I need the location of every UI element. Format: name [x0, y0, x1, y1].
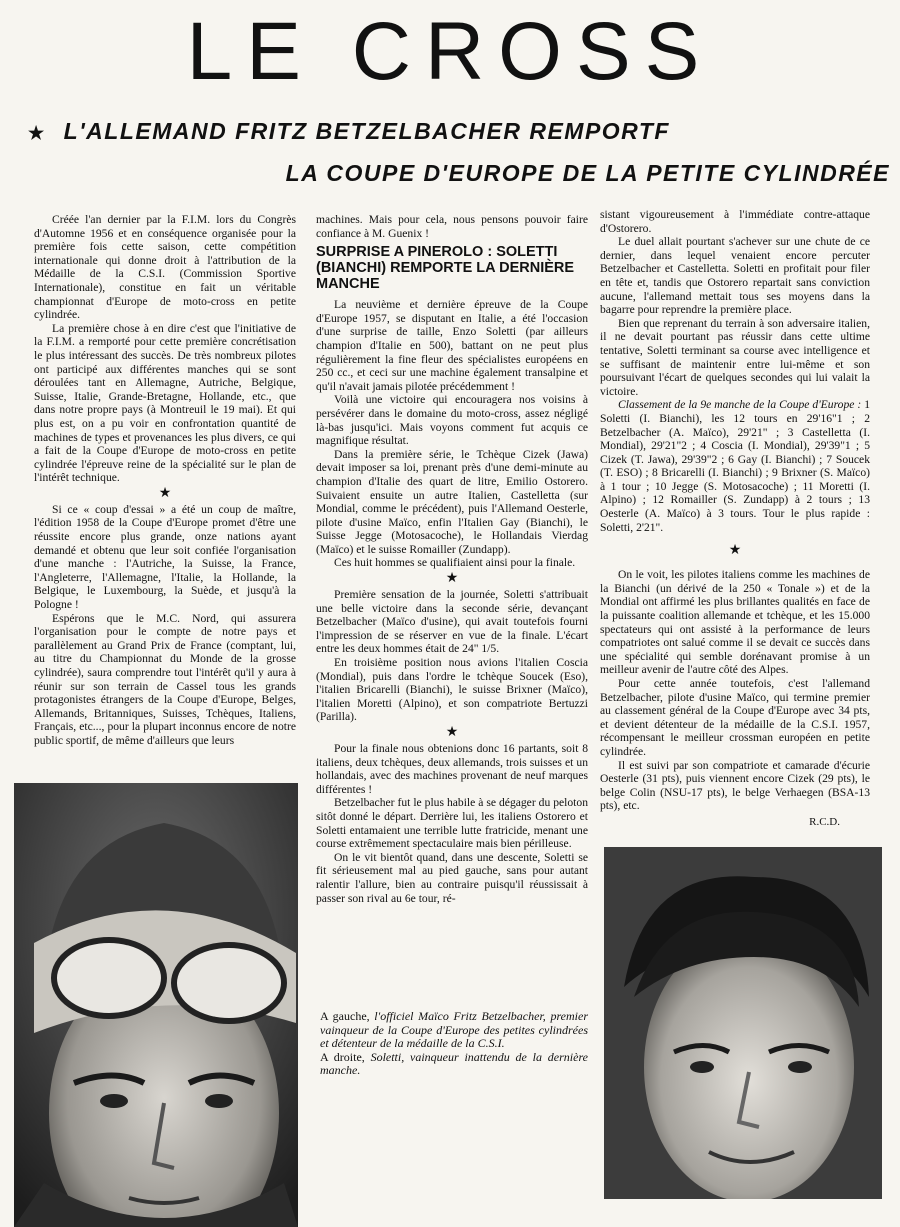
paragraph: Le duel allait pourtant s'achever sur une chute de ce dernier, dans lequel venaient encore percuter Betzelbacher et Castelletta. Soletti en profitait pour filer en tête et, tandis que Ostorero repartait sans conviction aucune, l'allemand mettait tous ses moyens dans la bagarre pour reprendre la première place. [600, 235, 870, 317]
results-label: Classement de la 9e manche de la Coupe d'Europe : [618, 398, 862, 412]
paragraph: Ces huit hommes se qualifiaient ainsi pour la finale. [334, 556, 576, 570]
paragraph: On le voit, les pilotes italiens comme les machines de la Bianchi (un dérivé de la 250 « Tonale ») et de la Mondial ont affirmé les plus brillantes qualités en face de la puissante coalition allemande et tchèque, et les 15.000 spectateurs qui ont assisté à la performance de leurs compatriotes ont salué comme il se devait ce succès dans une spécialité qui semble dorénavant promise à un meilleur avenir de l'autre côté des Alpes. [600, 568, 870, 677]
paragraph: Voilà une victoire qui encouragera nos voisins à persévérer dans le domaine du moto-cross, assez négligé là-bas jusqu'ici. Mais voyons comment fut acquis ce magnifique résultat. [316, 393, 588, 448]
rider-portrait-image [604, 847, 882, 1199]
paragraph: Si ce « coup d'essai » a été un coup de maître, l'édition 1958 de la Coupe d'Europe promet d'être une réussite encore plus grande, onze nations ayant demandé et obtenu que leur soit confiée l'organisation d'une manche : l'Autriche, la Suisse, la France, l'Angleterre, l'Allemagne, l'Italie, la Hollande, la Belgique, le Luxembourg, la Suède, et jusqu'à la Pologne ! [34, 502, 296, 612]
caption-right-text: Soletti, vainqueur inattendu de la dernière manche. [320, 1049, 588, 1078]
star-icon: ★ [445, 571, 459, 587]
photo-caption [320, 1010, 588, 1078]
star-icon: ★ [445, 725, 459, 740]
article-column-2 [316, 213, 588, 905]
paragraph: Créée l'an dernier par la F.I.M. lors du Congrès d'Automne 1956 et en conséquence organisée pour la première fois cette saison, cette compétition internationale qui donne droit à l'attribution de la Médaille de la C.S.I. (Commission Sportive Internationale), constitue en fait un véritable championnat d'Europe de moto-cross en petite cylindrée. [34, 213, 296, 322]
photo-soletti [604, 847, 882, 1199]
headline-text-1: L'ALLEMAND FRITZ BETZELBACHER REMPORTF [63, 118, 670, 144]
author-signature: R.C.D. [809, 815, 840, 828]
caption-left-text: l'officiel Maïco Fritz Betzelbacher, premier vainqueur de la Coupe d'Europe des petites cylindrées et détenteur de la médaille de la C.S.I. [320, 1009, 588, 1051]
photo-betzelbacher [14, 783, 298, 1227]
paragraph: La neuvième et dernière épreuve de la Coupe d'Europe 1957, se disputant en Italie, a été l'occasion d'une surprise de taille, Enzo Soletti (par ailleurs champion d'Italie en 500), battant on ne peut plus régulièrement la fine fleur des spécialistes européens en 250 cc., et ceci sur une machine également transalpine et qu'il n'avait jamais pilotée précédemment ! [316, 298, 588, 393]
section-subheading: SURPRISE A PINEROLO : SOLETTI (BIANCHI) REMPORTE LA DERNIÈRE MANCHE [316, 244, 575, 293]
caption-left-prefix: A gauche, [320, 1009, 375, 1023]
paragraph: Bien que reprenant du terrain à son adversaire italien, il ne devait pourtant pas réussir dans cette ultime tentative, Soletti terminant sa course avec intelligence et se suffisant de maintenir entre lui-même et son poursuivant l'écart de quelques secondes qui lui valait la victoire. [600, 316, 870, 398]
paragraph: Pour la finale nous obtenions donc 16 partants, soit 8 italiens, deux tchèques, deux allemands, trois suisses et un hollandais, avec des machines provenant de neuf marques différentes ! [316, 742, 588, 796]
paragraph: Il est suivi par son compatriote et camarade d'écurie Oesterle (31 pts), puis viennent encore Cizek (29 pts), le belge Colin (NSU-17 pts), le belge Verhaegen (BSA-13 pts), etc. [600, 758, 870, 813]
article-column-1 [34, 213, 296, 748]
caption-right [320, 1051, 588, 1078]
headline-line-1 [28, 118, 888, 145]
paragraph: Dans la première série, le Tchèque Cizek (Jawa) devait imposer sa loi, prenant près d'une demi-minute au champion d'Italie des quart de litre, Emilio Ostorero. Suivaient ensuite un autre Italien, Castelletta (sur Mondial, comme le précédent), puis l'Allemand Oesterle, pilote d'usine Maïco, enfin l'Italien Gay (Bianchi), le Suisse Jegge (Motosacoche), le Hollandais Vierdag (Maïco) et le suisse Romailler (Zundapp). [316, 447, 588, 556]
star-icon: ★ [158, 485, 172, 501]
rider-portrait-image [14, 783, 298, 1227]
caption-left [320, 1010, 588, 1051]
paragraph: On le vit bientôt quand, dans une descente, Soletti se fit sérieusement mal au pied gauche, sans pour autant ralentir l'allure, bien au contraire puisqu'il réussissait à passer son rival au 6e tour, ré- [316, 850, 588, 905]
paragraph: machines. Mais pour cela, nous pensons pouvoir faire confiance à M. Guenix ! [316, 213, 588, 240]
paragraph: Espérons que le M.C. Nord, qui assurera l'organisation pour le compte de notre pays et parallèlement au Grand Prix de France (comptant, lui, au titre du Championnat du Monde de la grosse cylindrée), saura comprendre tout l'intérêt qu'il y aura à réunir sur son terrain de Cassel tous les grands protagonistes étrangers de la Coupe d'Europe, Belges, Allemands, Britanniques, Suisses, Tchèques, Italiens, Français, etc..., pour la plupart inconnus encore de notre public sportif, de même d'ailleurs que leurs [34, 611, 296, 747]
paragraph: La première chose à en dire c'est que l'initiative de la F.I.M. a remporté pour cette première concrétisation le plus intéressant des succès. De très nombreux pilotes ont participé aux différentes manches qui se sont déroulées tant en Allemagne, Autriche, Belgique, Suisse, Italie, Grande-Bretagne, Hollande, etc., que dans notre propre pays (à Montreuil le 19 mai). Et qui plus est, on a pu voir en confrontation quantité de machines de types et provenances les plus divers, ce qui a fait de la Coupe d'Europe de moto-cross en petite cylindrée l'épreuve reine de la spécialité sur le plan de l'intérêt technique. [34, 321, 296, 485]
paragraph: Première sensation de la journée, Soletti s'attribuait une belle victoire dans la seconde série, devançant Betzelbacher (Maïco d'usine), qui avait toutefois fourni l'impression de se réserver en vue de la finale. L'écart entre les deux hommes était de 24" 1/5. [316, 588, 588, 656]
caption-right-prefix: A droite, [320, 1049, 371, 1064]
paragraph: Pour cette année toutefois, c'est l'allemand Betzelbacher, pilote d'usine Maïco, qui termine premier au classement général de la Coupe d'Europe avec 34 pts, et devient détenteur de la médaille de la C.S.I. 1957, récompensant le meilleur crossman européen en petite cylindrée. [600, 677, 870, 758]
headline-line-2: LA COUPE D'EUROPE DE LA PETITE CYLINDRÉE [285, 160, 890, 186]
star-icon: ★ [728, 543, 742, 559]
paragraph: sistant vigoureusement à l'immédiate contre-attaque d'Ostorero. [600, 208, 870, 235]
page-title: LE CROSS [186, 6, 714, 97]
paragraph: Betzelbacher fut le plus habile à se dégager du peloton sitôt donné le départ. Derrière lui, les italiens Ostorero et Soletti entamaient une terrible lutte fratricide, menant une course extrêmement spectaculaire mais bien périlleuse. [316, 796, 588, 851]
results-list: 1 Soletti (I. Bianchi), les 12 tours en 29'16"1 ; 2 Betzelbacher (A. Maïco), 29'21" ; 3 Castelletta (I. Mondial), 29'21"2 ; 4 Coscia (I. Mondial), 29'39"1 ; 5 Cizek (T. Jawa), 29'39"2 ; 6 Gay (I. Bianchi) ; 7 Soucek (T. ESO) ; 8 Bricarelli (I. Bianchi) ; 9 Brixner (S. Maïco) à 1 tour ; 10 Jegge (S. Motosacoche) ; 11 Moretti (I. Alpino) ; 12 Romailler (S. Zundapp) à 2 tours ; 13 Oesterle (A. Maïco) à 3 tours. Tour le plus rapide : Soletti, 2'21". [600, 398, 870, 534]
results-paragraph [600, 398, 870, 534]
article-column-3 [600, 208, 870, 830]
star-icon: ★ [28, 123, 46, 143]
paragraph: En troisième position nous avions l'italien Coscia (Mondial), puis dans l'ordre le tchèque Soucek (Eso), l'italien Bricarelli (Bianchi), le suisse Brixner (Maïco), l'italien Moretti (Alpino), et son compatriote Bertuzzi (Parilla). [316, 656, 588, 724]
